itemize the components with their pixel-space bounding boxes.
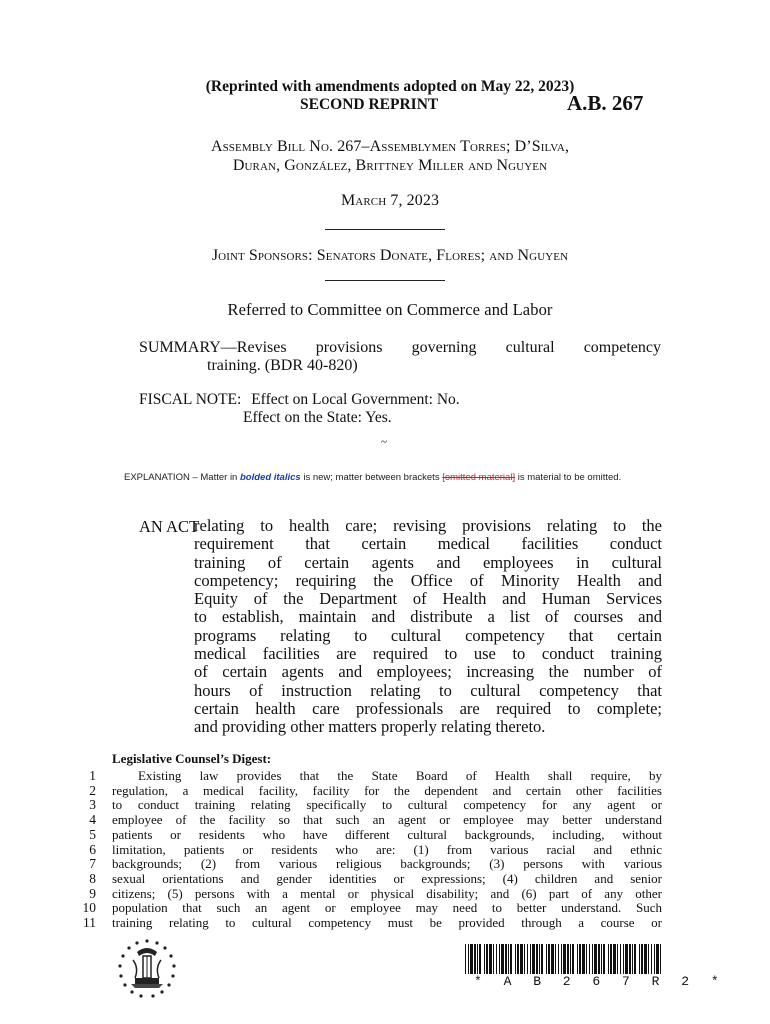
act-line: training of certain agents and employees in cultural (194, 552, 662, 572)
explanation-omitted-matter: [omitted material] (442, 472, 516, 483)
barcode-bar (558, 944, 559, 974)
digest-line: backgrounds; (2) from various religious backgrounds; (3) persons with various (112, 856, 662, 872)
barcode-bar (651, 944, 652, 974)
barcode-bar (536, 944, 538, 974)
digest-line: Existing law provides that the State Board of Health shall require, by (138, 768, 662, 783)
barcode-bar (586, 944, 587, 974)
barcode-bar (510, 944, 512, 974)
fiscal-state: Effect on the State: Yes. (243, 409, 392, 426)
barcode-bar (620, 944, 621, 974)
barcode-bar (563, 944, 566, 974)
digest-line: citizens; (5) persons with a mental or physical disability; and (6) part of any other (112, 885, 662, 901)
barcode-bar (539, 944, 540, 974)
act-line: competency; requiring the Office of Minority Health and (194, 570, 662, 590)
tilde-mark: ~ (381, 436, 387, 448)
barcode-bar (541, 944, 543, 974)
barcode-bar (654, 944, 655, 974)
summary-line-2: training. (BDR 40-820) (207, 357, 358, 374)
barcode-bar (465, 944, 466, 974)
barcode-bar (567, 944, 569, 974)
reprint-note: (Reprinted with amendments adopted on May 22, 2023) (205, 78, 575, 95)
fiscal-local: Effect on Local Government: No. (251, 391, 460, 408)
barcode-bar (582, 944, 585, 974)
barcode-bar (608, 944, 609, 974)
barcode-bar (613, 944, 616, 974)
act-line: medical facilities are required to use to conduct training (194, 644, 662, 664)
line-number: 6 (89, 841, 96, 857)
barcode-bar (489, 944, 492, 974)
barcode-bar (634, 944, 636, 974)
barcode-bar (660, 944, 661, 974)
summary-line-1: SUMMARY—Revises provisions governing cultural competency (139, 339, 661, 356)
barcode-bar (474, 944, 476, 974)
barcode-bar (551, 944, 554, 974)
digest-line: limitation, patients or residents who are: (1) from various racial and ethnic (112, 841, 662, 857)
digest-line: patients or residents who have different cultural backgrounds, including, without (112, 826, 662, 842)
act-line: and providing other matters properly relating thereto. (194, 717, 546, 737)
barcode-bar (617, 944, 618, 974)
state-seal-icon (113, 938, 181, 1000)
line-number: 8 (89, 870, 96, 886)
barcode-bar (484, 944, 485, 974)
joint-sponsors: Joint Sponsors: Senators Donate, Flores; and Nguyen (211, 247, 569, 264)
barcode-text: * A B 2 6 7 R 2 * (474, 974, 726, 989)
bill-date: March 7, 2023 (340, 192, 440, 209)
barcode-bar (589, 944, 590, 974)
barcode-bar (648, 944, 649, 974)
act-line: relating to health care; revising provisions relating to the (194, 516, 662, 535)
act-line: requirement that certain medical facilities conduct (194, 534, 662, 554)
act-line: hours of instruction relating to cultural competency that (194, 680, 662, 700)
barcode-bar (477, 944, 478, 974)
barcode-bar (505, 944, 507, 974)
explanation-prefix: EXPLANATION – Matter in (124, 472, 238, 483)
barcode-bar (486, 944, 488, 974)
barcode-bar (530, 944, 531, 974)
digest-line: employee of the facility so that such an agent or employee may better understand (112, 812, 662, 828)
barcode-bar (561, 944, 562, 974)
bill-title-line-1: Assembly Bill No. 267–Assemblymen Torres; D’Silva, (210, 138, 570, 155)
barcode-bar (656, 944, 659, 974)
line-number: 7 (89, 856, 96, 872)
reprint-label: SECOND REPRINT (300, 96, 439, 113)
barcode-bar (555, 944, 556, 974)
digest-line: to conduct training relating specifically to cultural competency for any agent or (112, 797, 662, 813)
barcode-bar (532, 944, 535, 974)
barcode-bar (623, 944, 624, 974)
barcode-bar (639, 944, 640, 974)
barcode-bar (470, 944, 473, 974)
line-number: 4 (89, 812, 96, 828)
barcode-bar (592, 944, 593, 974)
barcode-bar (625, 944, 628, 974)
barcode-bar (598, 944, 600, 974)
act-line: to establish, maintain and distribute a list of courses and (194, 607, 662, 627)
barcode-bar (641, 944, 643, 974)
barcode-bar (527, 944, 528, 974)
digest-line: population that such an agent or employee may need to better understand. Such (112, 900, 662, 916)
bill-number: A.B. 267 (567, 91, 644, 115)
barcode-bar (508, 944, 509, 974)
explanation-middle: is new; matter between brackets (303, 472, 440, 483)
explanation-note (124, 472, 621, 483)
barcode-bar (479, 944, 481, 974)
barcode-bar (644, 944, 647, 974)
barcode-bar (517, 944, 519, 974)
line-number: 11 (83, 915, 96, 931)
digest-title: Legislative Counsel’s Digest: (112, 751, 272, 766)
barcode-bar (572, 944, 574, 974)
barcode-bar (601, 944, 602, 974)
barcode-bar (579, 944, 581, 974)
divider-rule (325, 229, 445, 230)
barcode-bar (603, 944, 605, 974)
barcode-bar (515, 944, 516, 974)
barcode-bar (546, 944, 547, 974)
barcode-bar (524, 944, 525, 974)
explanation-new-matter: bolded italics (239, 472, 301, 483)
divider-rule (325, 280, 445, 281)
act-line: of certain agents and employees; increasing the number of (194, 662, 662, 682)
barcode-bar (493, 944, 494, 974)
act-line: Equity of the Department of Health and Human Services (194, 589, 662, 609)
barcode-bar (468, 944, 469, 974)
digest-line: training relating to cultural competency must be provided through a course or (112, 915, 662, 931)
barcode-bar (570, 944, 571, 974)
barcode-bar (496, 944, 497, 974)
line-number: 5 (89, 826, 96, 842)
barcode-bar (594, 944, 597, 974)
digest-line: sexual orientations and gender identities or expressions; (4) children and senior (112, 870, 662, 886)
barcode-bar (629, 944, 631, 974)
line-number: 3 (89, 797, 96, 813)
barcode-bar (520, 944, 523, 974)
act-lead: AN ACT (139, 517, 200, 536)
barcode-bar (501, 944, 504, 974)
barcode-bar (610, 944, 612, 974)
fiscal-note-label: FISCAL NOTE: (139, 391, 242, 408)
bill-title-line-2: Duran, González, Brittney Miller and Nguyen (232, 157, 548, 174)
act-line: certain health care professionals are required to complete; (194, 698, 662, 718)
line-number: 9 (89, 885, 96, 901)
fiscal-note (139, 391, 460, 409)
act-line: programs relating to cultural competency that certain (194, 625, 662, 645)
explanation-suffix: is material to be omitted. (517, 472, 622, 483)
barcode-bar (632, 944, 633, 974)
digest-text (112, 769, 662, 931)
line-number: 1 (89, 768, 96, 783)
barcode-bar (577, 944, 578, 974)
committee-referral: Referred to Committee on Commerce and Labor (227, 300, 553, 319)
barcode-bar (499, 944, 500, 974)
barcode (465, 944, 661, 974)
line-number: 2 (89, 782, 96, 798)
line-numbers (62, 769, 96, 931)
digest-line: regulation, a medical facility, facility for the dependent and certain other facilities (112, 782, 662, 798)
barcode-bar (548, 944, 550, 974)
act-text (194, 517, 662, 737)
line-number: 10 (82, 900, 96, 916)
